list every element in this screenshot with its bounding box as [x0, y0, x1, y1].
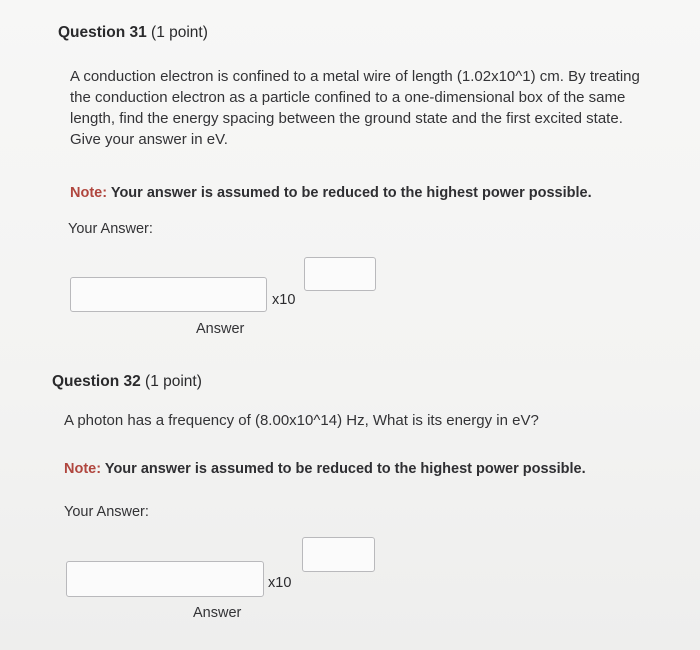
question-32-points: (1 point) [145, 373, 202, 390]
question-31-note-label: Note: [70, 185, 108, 201]
question-31-answer-caption: Answer [196, 321, 245, 337]
question-32-answer-caption: Answer [193, 605, 242, 621]
question-32-text: A photon has a frequency of (8.00x10^14) Hz, What is its energy in eV? [64, 412, 539, 429]
question-32-your-answer-label: Your Answer: [64, 504, 149, 520]
question-32-answer-input[interactable] [66, 561, 264, 597]
question-31-your-answer-label: Your Answer: [68, 221, 153, 237]
question-32-note-text: Your answer is assumed to be reduced to the highest power possible. [104, 461, 586, 477]
question-32-title [52, 373, 202, 391]
question-31-points: (1 point) [151, 24, 208, 41]
question-32-note-label: Note: [64, 461, 102, 477]
question-32-exponent-input[interactable] [302, 537, 375, 572]
question-31-note-text: Your answer is assumed to be reduced to the highest power possible. [110, 185, 592, 201]
question-31-note [70, 185, 592, 201]
question-32-note [64, 461, 586, 477]
question-31-times-ten: x10 [272, 292, 296, 308]
question-31-title [58, 24, 208, 42]
question-31-text: A conduction electron is confined to a metal wire of length (1.02x10^1) cm. By treating the conduction electron as a particle confined to a one-dimensional box of the same length, find the energy spacing between the ground state and the first excited state. Give your answer in eV. [70, 68, 640, 148]
question-31-answer-input[interactable] [70, 277, 267, 312]
question-32-times-ten: x10 [268, 575, 292, 591]
question-31-exponent-input[interactable] [304, 257, 376, 291]
question-32-number: Question 32 [52, 373, 141, 390]
question-31-number: Question 31 [58, 24, 147, 41]
